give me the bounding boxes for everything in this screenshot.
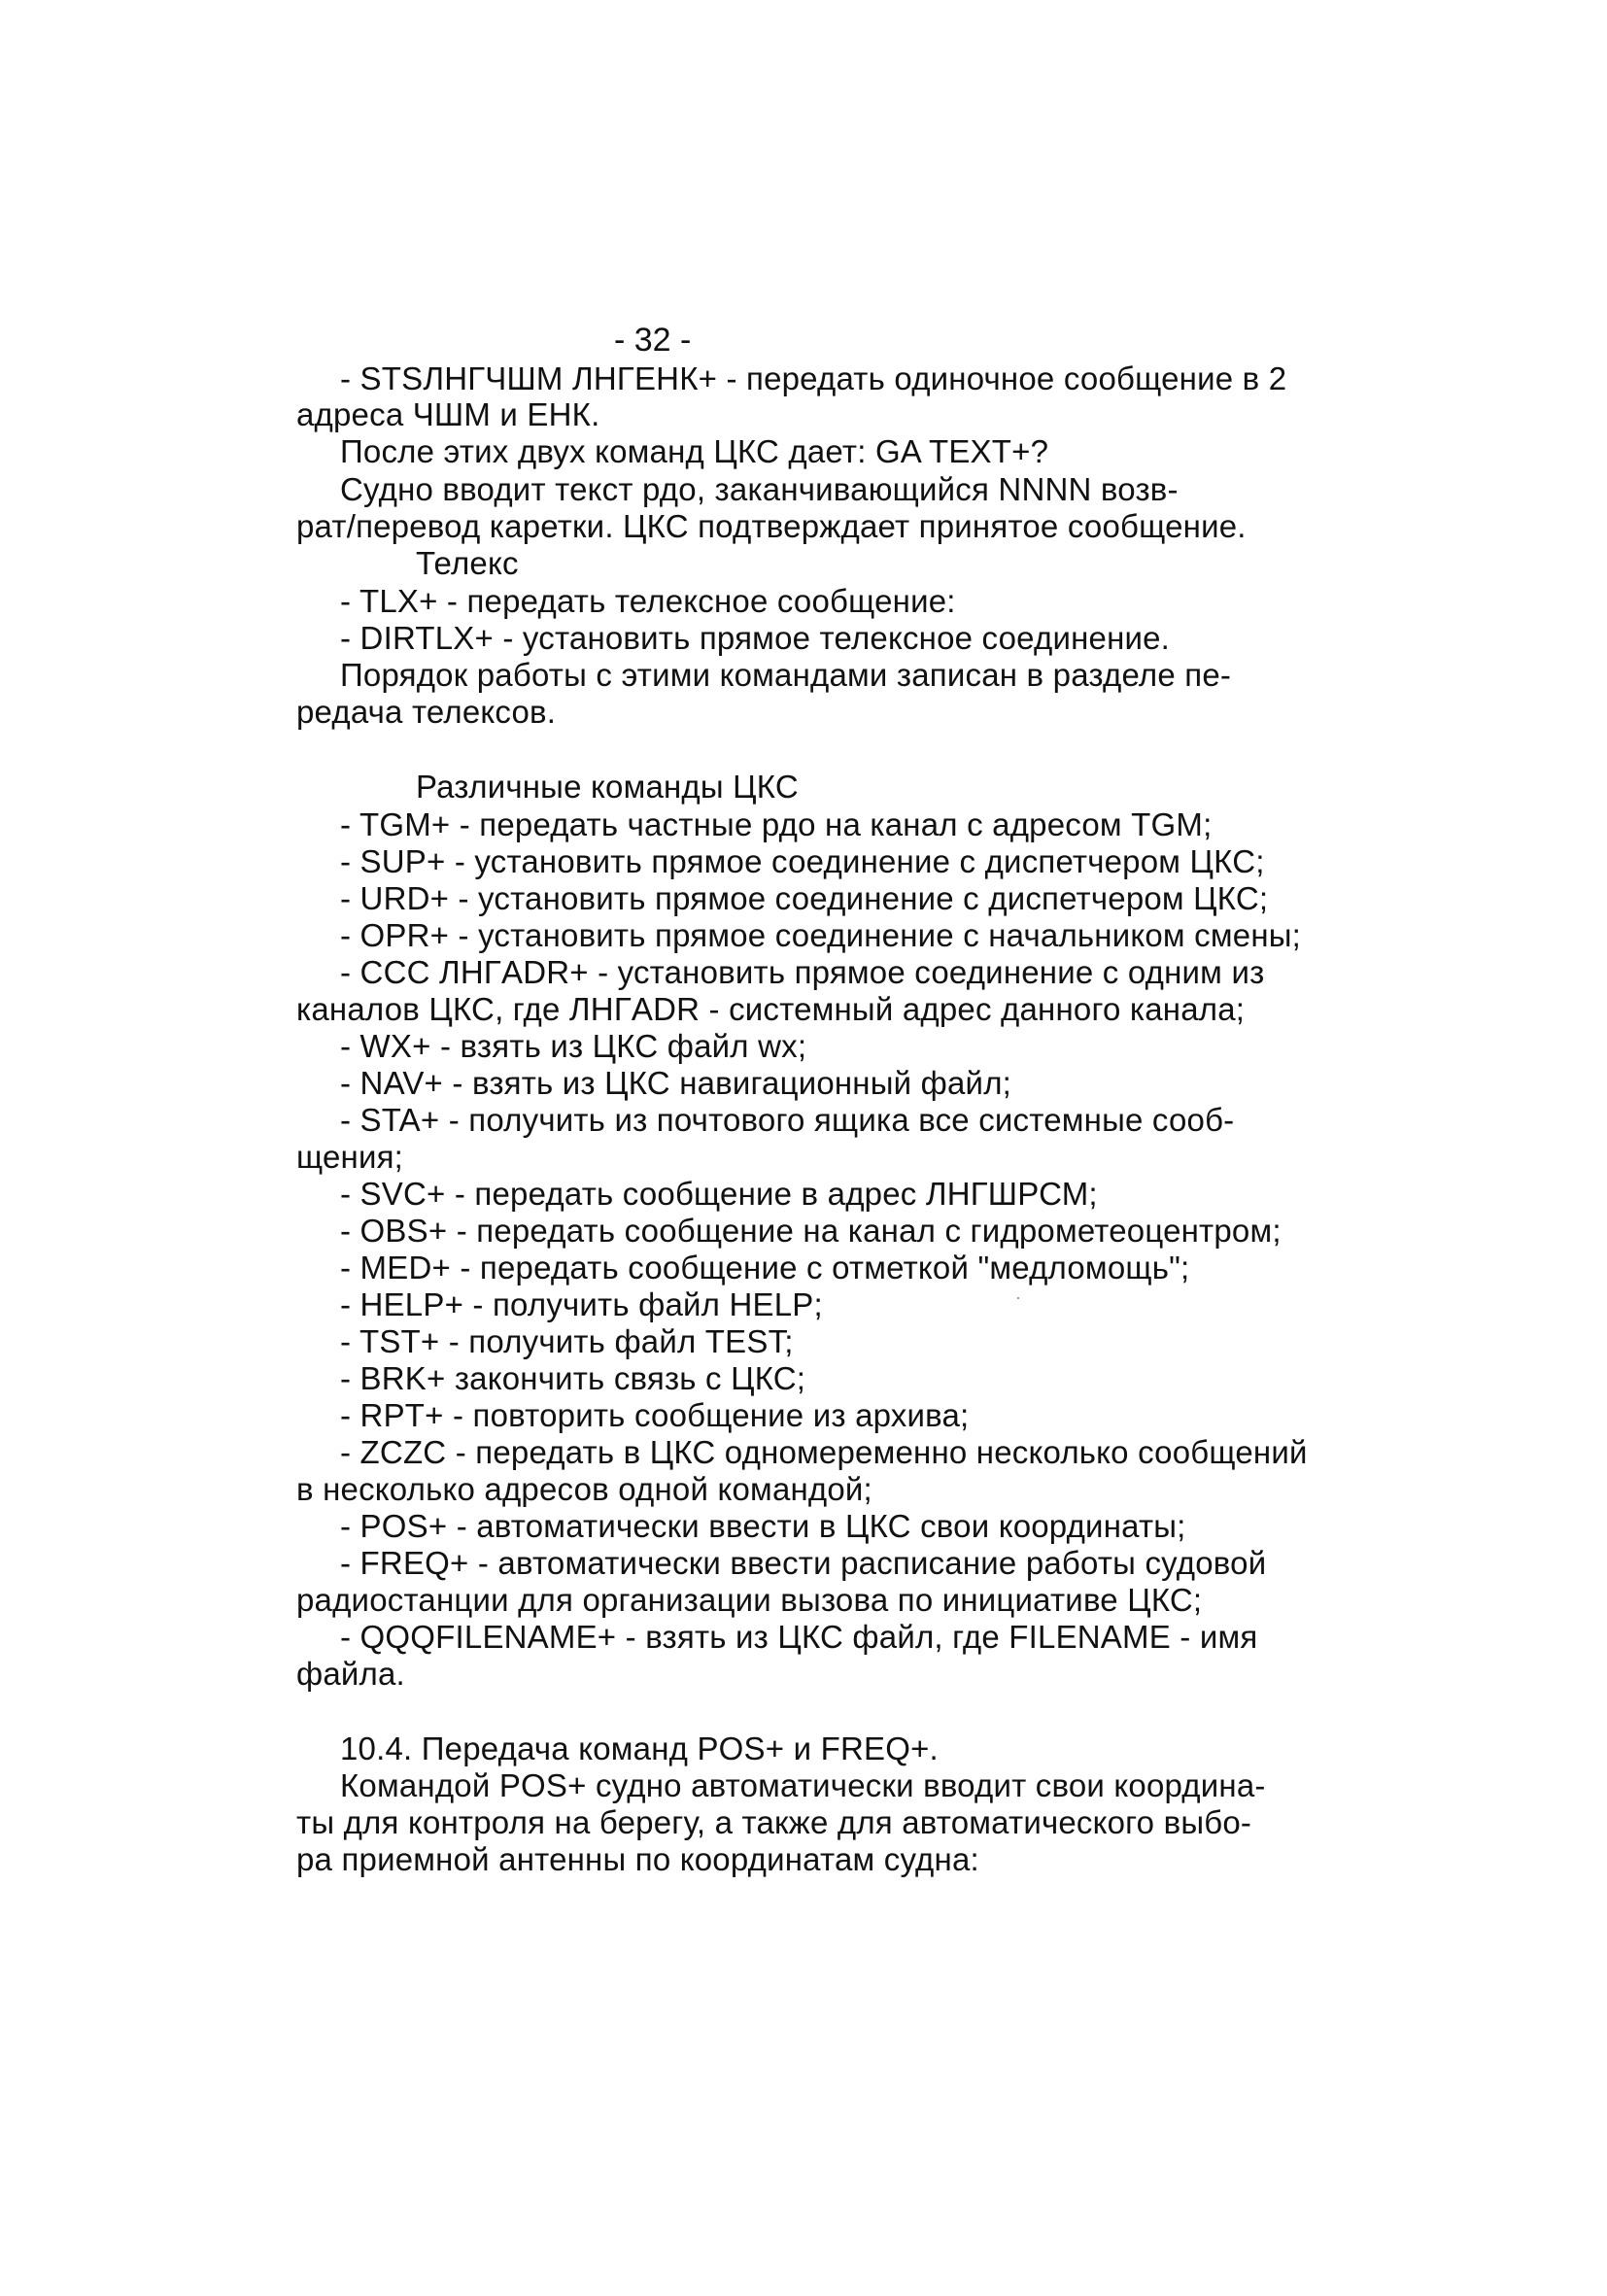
text-line: - ZCZC - передать в ЦКС одномеременно несколько сообщений (340, 1434, 1308, 1470)
text-line: - WX+ - взять из ЦКС файл wx; (340, 1028, 807, 1064)
text-line: - TLX+ - передать телексное сообщение: (340, 583, 956, 619)
section-heading: Различные команды ЦКС (416, 769, 799, 805)
text-line: редача телексов. (296, 694, 557, 730)
text-line: Командой POS+ судно автоматически вводит свои координа- (340, 1767, 1266, 1803)
text-line: рат/перевод каретки. ЦКС подтверждает принятое сообщение. (296, 508, 1247, 544)
section-heading: 10.4. Передача команд POS+ и FREQ+. (340, 1731, 939, 1766)
text-line: Судно вводит текст рдо, заканчивающийся NNNN возв- (340, 471, 1179, 507)
text-line: - DIRTLX+ - установить прямое телексное соединение. (340, 620, 1171, 656)
text-line: Порядок работы с этими командами записан в разделе пе- (340, 657, 1232, 693)
section-heading: Телекс (416, 545, 519, 581)
text-line: - FREQ+ - автоматически ввести расписание работы судовой (340, 1545, 1267, 1581)
text-line: - SUP+ - установить прямое соединение с диспетчером ЦКС; (340, 843, 1265, 879)
text-line: - NAV+ - взять из ЦКС навигационный файл; (340, 1065, 1012, 1101)
page-number: - 32 - (614, 322, 692, 359)
text-line: - OPR+ - установить прямое соединение с начальником смены; (340, 917, 1302, 953)
text-line: - POS+ - автоматически ввести в ЦКС свои координаты; (340, 1508, 1186, 1544)
text-line: ты для контроля на берегу, а также для автоматического выбо- (296, 1804, 1252, 1840)
text-line: - QQQFILENAME+ - взять из ЦКС файл, где FILENAME - имя (340, 1619, 1258, 1655)
text-line: адреса ЧШМ и ЕНК. (296, 396, 600, 432)
text-line: - BRK+ закончить связь с ЦКС; (340, 1360, 806, 1396)
text-line: - URD+ - установить прямое соединение с диспетчером ЦКС; (340, 880, 1269, 916)
text-line: - CCC ЛНГADR+ - установить прямое соединение с одним из (340, 954, 1265, 990)
text-line: - STSЛНГЧШМ ЛНГЕНК+ - передать одиночное сообщение в 2 (340, 360, 1287, 396)
text-line: - MED+ - передать сообщение с отметкой "медломощь"; (340, 1250, 1190, 1285)
text-line: - OBS+ - передать сообщение на канал с гидрометеоцентром; (340, 1213, 1282, 1249)
scan-speck (1017, 1297, 1019, 1299)
text-line: каналов ЦКС, где ЛНГADR - системный адрес данного канала; (296, 991, 1246, 1027)
text-line: После этих двух команд ЦКС дает: GA TEXT+? (340, 433, 1049, 469)
text-line: - RPT+ - повторить сообщение из архива; (340, 1397, 970, 1433)
text-line: - STA+ - получить из почтового ящика все системные сооб- (340, 1102, 1235, 1138)
text-line: в несколько адресов одной командой; (296, 1471, 872, 1507)
text-line: - HELP+ - получить файл HELP; (340, 1286, 823, 1322)
text-line: файла. (296, 1656, 405, 1692)
text-line: - TGM+ - передать частные рдо на канал с адресом TGM; (340, 806, 1213, 842)
text-line: ра приемной антенны по координатам судна: (296, 1841, 979, 1877)
text-line: - TST+ - получить файл TEST; (340, 1323, 794, 1359)
text-line: радиостанции для организации вызова по инициативе ЦКС; (296, 1582, 1203, 1618)
text-line: щения; (296, 1139, 404, 1175)
text-line: - SVC+ - передать сообщение в адрес ЛНГШРСМ; (340, 1176, 1098, 1212)
